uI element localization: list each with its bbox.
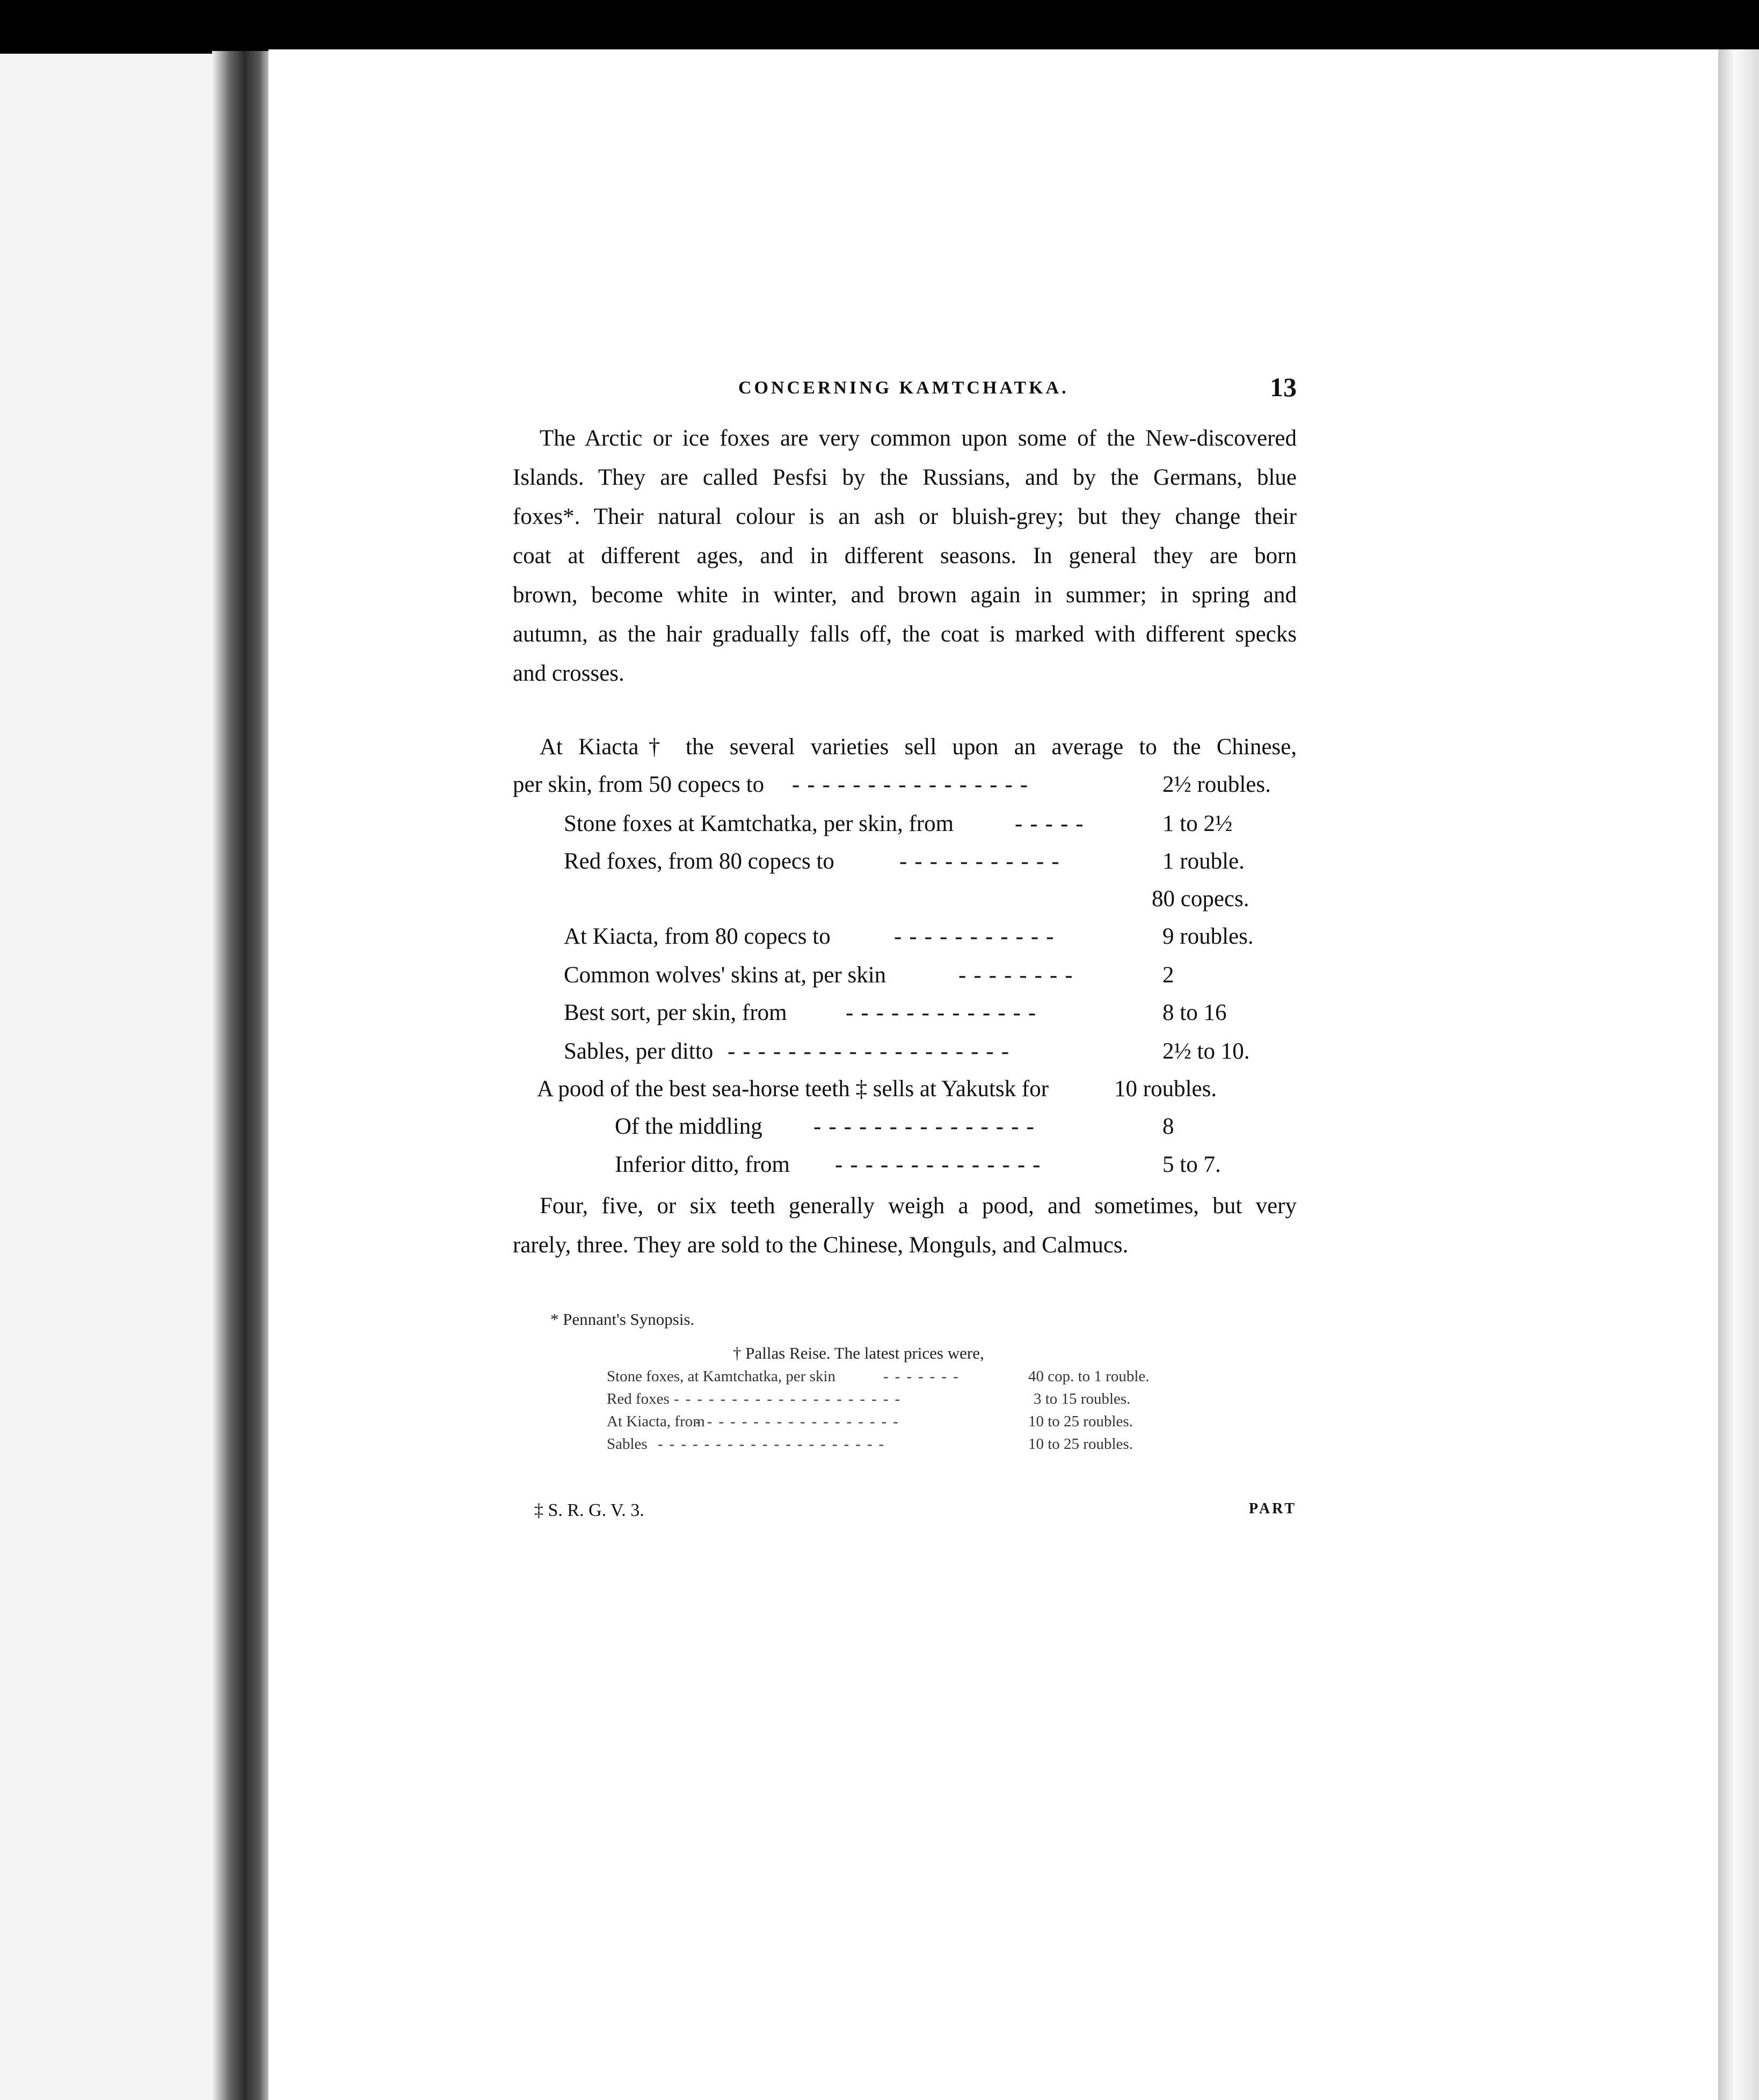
text-line: brown, become white in winter, and brown again in summer; in spring and [513, 582, 1297, 608]
price-value: 8 [1162, 1114, 1174, 1139]
price-row [564, 804, 1297, 843]
text-line: autumn, as the hair gradually falls off, the coat is marked with different specks [513, 622, 1297, 647]
price-value: 10 roubles. [1114, 1076, 1217, 1102]
book-spine [212, 51, 271, 2100]
price-row [564, 956, 1297, 995]
price-row [615, 1107, 1297, 1146]
text-line: and crosses. [513, 661, 624, 686]
dot-leader: ---------------- [792, 772, 1036, 797]
price-row [537, 1069, 1297, 1109]
dot-leader: ------------------ [695, 1413, 905, 1430]
paragraph-kiacta [513, 727, 1297, 767]
dot-leader: -------------------- [674, 1390, 907, 1408]
price-row [564, 1032, 1297, 1071]
running-head [513, 370, 1297, 408]
footnote-price-value: 10 to 25 roubles. [1028, 1413, 1133, 1430]
page-edge [1718, 49, 1759, 2100]
footnote-price-value: 10 to 25 roubles. [1028, 1435, 1133, 1453]
price-value: 2½ to 10. [1162, 1039, 1250, 1064]
price-row [513, 765, 1297, 804]
dot-leader: -------------- [835, 1152, 1048, 1177]
catchword: PART [1248, 1500, 1297, 1517]
text-line: coat at different ages, and in different seasons. In general they are born [513, 543, 1297, 568]
price-label: Sables, per ditto [564, 1039, 714, 1064]
footnote-price-label: Stone foxes, at Kamtchatka, per skin [607, 1368, 836, 1385]
footnote-star: * Pennant's Synopsis. [550, 1310, 695, 1329]
footnote-price-value: 3 to 15 roubles. [1034, 1390, 1131, 1408]
text-line: At Kiacta† the several varieties sell upon an average to the Chinese, [540, 734, 1297, 760]
price-value: 2 [1162, 962, 1174, 988]
price-label: A pood of the best sea-horse teeth ‡ sells at Yakutsk for [537, 1076, 1049, 1102]
dot-leader: -------------------- [658, 1435, 891, 1453]
price-label: Red foxes, from 80 copecs to [564, 849, 834, 874]
footnote-price-value: 40 cop. to 1 rouble. [1028, 1368, 1150, 1385]
price-label: per skin, from 50 copecs to [513, 772, 765, 797]
price-value: 5 to 7. [1162, 1152, 1221, 1177]
page-number: 13 [1270, 372, 1297, 402]
dot-leader: ------- [883, 1368, 965, 1385]
dot-leader: ----------- [899, 849, 1067, 874]
dot-leader: -------- [958, 962, 1080, 988]
price-label: Common wolves' skins at, per skin [564, 962, 886, 988]
paragraph-teeth [513, 1186, 1297, 1265]
price-row [564, 917, 1297, 956]
dot-leader: ----- [1015, 811, 1091, 836]
price-label: Inferior ditto, from [615, 1152, 790, 1177]
price-value: 80 copecs. [1152, 886, 1249, 912]
footnote-double-dagger: ‡ S. R. G. V. 3. [534, 1500, 644, 1520]
footnote-price-label: Sables [607, 1435, 648, 1453]
dot-leader: ------------------- [728, 1039, 1017, 1064]
price-value: 8 to 16 [1162, 1000, 1227, 1025]
footnote-dagger-intro: † Pallas Reise. The latest prices were, [733, 1344, 984, 1362]
price-label: Best sort, per skin, from [564, 1000, 787, 1025]
price-label: At Kiacta, from 80 copecs to [564, 924, 831, 949]
text-line: rarely, three. They are sold to the Chinese, Monguls, and Calmucs. [513, 1233, 1129, 1258]
text-line: foxes*. Their natural colour is an ash or bluish-grey; but they change their [513, 504, 1297, 529]
price-value: 1 to 2½ [1162, 811, 1233, 836]
price-row [615, 1145, 1297, 1184]
dot-leader: ------------- [846, 1000, 1044, 1025]
text-line: Four, five, or six teeth generally weigh a pood, and sometimes, but very [540, 1193, 1297, 1219]
paragraph-arctic-foxes [513, 419, 1297, 693]
footnote-price-label: Red foxes [607, 1390, 670, 1408]
text-line: Islands. They are called Pesfsi by the Russians, and by the Germans, blue [513, 465, 1297, 490]
price-label: Stone foxes at Kamtchatka, per skin, from [564, 811, 954, 836]
price-value: 2½ roubles. [1162, 772, 1271, 797]
price-row [564, 993, 1297, 1032]
dot-leader: ----------- [894, 924, 1062, 949]
footnote-price-label: At Kiacta, from [607, 1413, 705, 1430]
dot-leader: --------------- [813, 1114, 1042, 1139]
price-value: 1 rouble. [1162, 849, 1245, 874]
price-row [564, 842, 1297, 881]
running-title: CONCERNING KAMTCHATKA. [738, 378, 1069, 398]
price-label: Of the middling [615, 1114, 762, 1139]
text-line: The Arctic or ice foxes are very common upon some of the New-discovered [540, 426, 1297, 451]
price-value: 9 roubles. [1162, 924, 1254, 949]
price-row [564, 879, 1297, 918]
